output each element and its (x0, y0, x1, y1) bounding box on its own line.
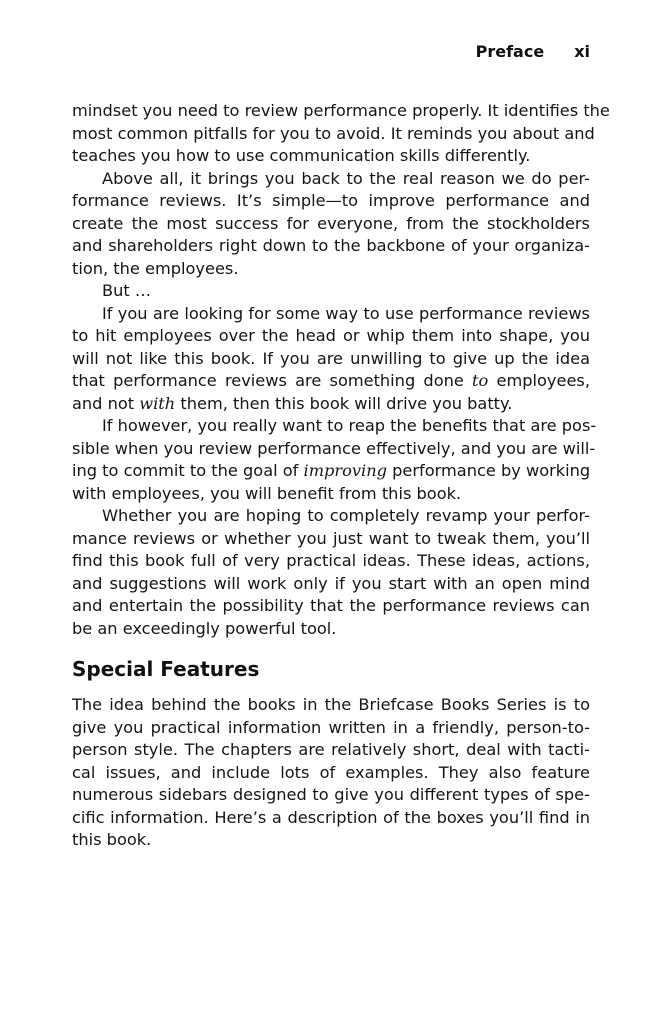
text-line: Whether you are hoping to completely revamp your perfor- (102, 506, 590, 525)
text-line: create the most success for everyone, from the stockholders (72, 213, 590, 233)
text-line: and suggestions will work only if you start with an open mind (72, 573, 590, 593)
text-segment: employees, (488, 371, 590, 390)
text-line: mindset you need to review performance properly. It identifies the (72, 101, 610, 120)
text-line: teaches you how to use communication skills differently. (72, 146, 531, 165)
preface-body (72, 100, 610, 640)
italic-emphasis: with (139, 393, 176, 413)
text-line: cal issues, and include lots of examples. They also feature (72, 762, 590, 782)
text-segment: that performance reviews are something done (72, 371, 473, 390)
text-line: with employees, you will benefit from this book. (72, 483, 462, 503)
text-line: cific information. Here’s a description of the boxes you’ll find in (72, 807, 590, 827)
text-line: give you practical information written in a friendly, person-to- (72, 717, 590, 737)
text-line: most common pitfalls for you to avoid. It reminds you about and (72, 123, 595, 143)
text-line: tion, the employees. (72, 258, 239, 278)
text-line (72, 393, 590, 416)
running-head (476, 42, 590, 61)
text-line: person style. The chapters are relatively short, deal with tacti- (72, 740, 590, 759)
text-line: numerous sidebars designed to give you different types of spe- (72, 785, 590, 804)
text-line: If however, you really want to reap the benefits that are pos- (102, 416, 597, 435)
text-line: Above all, it brings you back to the real reason we do per- (102, 168, 590, 188)
text-line: this book. (72, 830, 152, 849)
text-line: But … (102, 281, 152, 300)
text-line: If you are looking for some way to use performance reviews (102, 303, 590, 323)
italic-emphasis: improving (303, 461, 387, 480)
text-line: sible when you review performance effectively, and you are will- (72, 438, 596, 458)
text-line: and shareholders right down to the backbone of your organiza- (72, 236, 590, 255)
text-segment: and not (72, 393, 140, 413)
text-line: and entertain the possibility that the performance reviews can (72, 596, 590, 615)
italic-emphasis: to (472, 371, 489, 390)
page-number: xi (574, 42, 590, 61)
text-segment: ing to commit to the goal of (72, 461, 304, 480)
running-head-section: Preface (475, 42, 545, 61)
text-line: be an exceedingly powerful tool. (72, 618, 337, 638)
text-line (72, 370, 590, 393)
text-segment: performance by working (387, 461, 591, 480)
text-line (72, 460, 590, 483)
text-line: will not like this book. If you are unwilling to give up the idea (72, 348, 590, 368)
text-segment: them, then this book will drive you batty. (175, 393, 513, 413)
text-line: formance reviews. It’s simple—to improve performance and (72, 191, 590, 210)
section-heading: Special Features (72, 657, 260, 681)
text-line: find this book full of very practical ideas. These ideas, actions, (72, 551, 590, 570)
text-line: mance reviews or whether you just want to tweak them, you’ll (72, 528, 590, 548)
text-line: to hit employees over the head or whip them into shape, you (72, 326, 590, 345)
text-line: The idea behind the books in the Briefcase Books Series is to (72, 695, 590, 714)
special-features-body (72, 694, 590, 852)
